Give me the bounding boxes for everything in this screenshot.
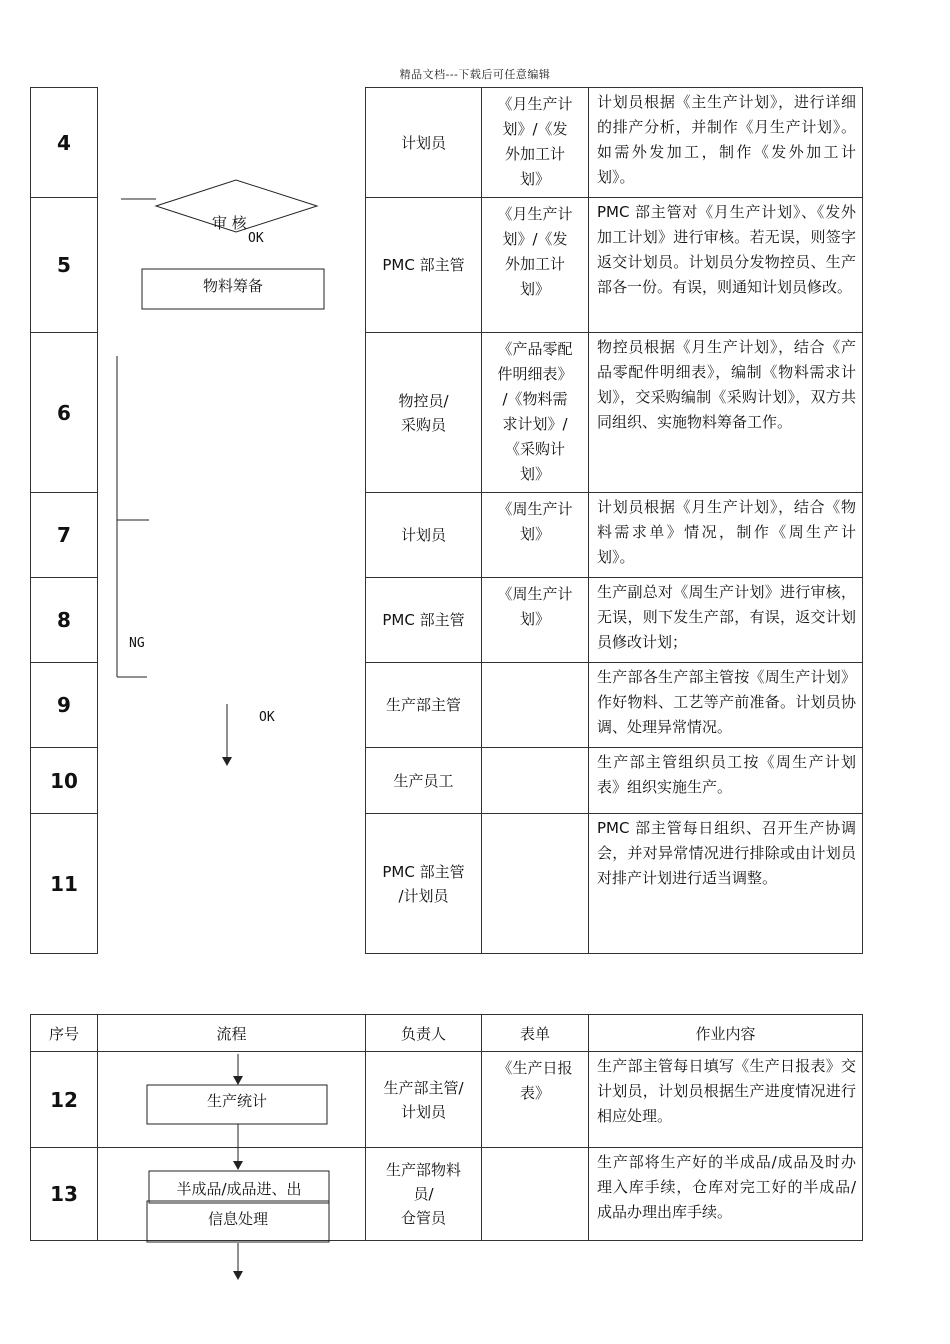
table-row <box>31 88 863 198</box>
row-form-line: 划》 <box>519 280 550 298</box>
row-form-line: 件明细表》 <box>497 365 573 383</box>
row-content: 计划员根据《主生产计划》，进行详细的排产分析，并制作《月生产计划》。如需外发加工，制作《发外加工计划》。 <box>589 88 863 198</box>
row-form <box>482 748 589 814</box>
row-content: 生产部各生产部主管按《周生产计划》作好物料、工艺等产前准备。计划员协调、处理异常情况。 <box>589 663 863 748</box>
row-content: 物控员根据《月生产计划》，结合《产品零配件明细表》，编制《物料需求计划》，交采购编制《采购计划》，双方共同组织、实施物料筹备工作。 <box>589 333 863 493</box>
table-header-row <box>31 1015 863 1052</box>
row-content: 计划员根据《月生产计划》，结合《物料需求单》情况，制作《周生产计划》。 <box>589 493 863 578</box>
row-content: 生产部主管组织员工按《周生产计划表》组织实施生产。 <box>589 748 863 814</box>
row-person: PMC 部主管 <box>366 198 482 333</box>
ok-label: OK <box>248 231 264 246</box>
inout-label-line2: 信息处理 <box>207 1210 268 1228</box>
ok-label: OK <box>259 710 275 725</box>
row-person-line: 生产部物料 <box>385 1161 461 1179</box>
row-person: 生产部主管 <box>366 663 482 748</box>
row-form <box>482 1052 589 1148</box>
row-person-line: PMC 部主管 <box>382 862 465 881</box>
row-form-line: 《生产日报 <box>497 1059 573 1077</box>
flow-column <box>98 88 366 954</box>
row-person: 计划员 <box>366 493 482 578</box>
row-seq: 8 <box>31 578 98 663</box>
row-person-line: 员/ <box>413 1185 434 1203</box>
header-content: 作业内容 <box>589 1015 863 1052</box>
row-person: PMC 部主管 <box>366 578 482 663</box>
row-content: PMC 部主管每日组织、召开生产协调会，并对异常情况进行排除或由计划员对排产计划进行适当调整。 <box>589 814 863 954</box>
row-form-line: 划》 <box>519 525 550 543</box>
row-seq: 7 <box>31 493 98 578</box>
document-header-note: 精品文档---下载后可任意编辑 <box>399 68 551 81</box>
production-stat-label: 生产统计 <box>206 1092 267 1110</box>
row-form-line: 《采购计 <box>504 440 565 458</box>
review-label: 审 核 <box>212 214 247 232</box>
header-person: 负责人 <box>366 1015 482 1052</box>
row-form-line: 《产品零配 <box>497 340 573 358</box>
row-seq: 9 <box>31 663 98 748</box>
row-form <box>482 578 589 663</box>
header-form: 表单 <box>482 1015 589 1052</box>
header-flow: 流程 <box>98 1015 366 1052</box>
row-form <box>482 663 589 748</box>
row-form-line: 划》/《发 <box>502 120 568 138</box>
row-person <box>366 1148 482 1241</box>
ng-label: NG <box>129 636 145 651</box>
table-row <box>31 1148 863 1241</box>
row-seq: 5 <box>31 198 98 333</box>
row-form <box>482 333 589 493</box>
row-form-line: 划》 <box>519 170 550 188</box>
inout-label-line1: 半成品/成品进、出 <box>176 1180 302 1198</box>
row-form-line: 划》 <box>519 610 550 628</box>
row-seq: 11 <box>31 814 98 954</box>
row-form-line: 表》 <box>519 1084 550 1102</box>
row-form-line: /《物料需 <box>502 390 568 408</box>
row-form-line: 外加工计 <box>504 255 565 273</box>
row-person-line: 采购员 <box>400 415 446 434</box>
row-form <box>482 88 589 198</box>
row-person: 生产员工 <box>366 748 482 814</box>
row-person-line: 物控员/ <box>398 391 449 410</box>
row-content: 生产部将生产好的半成品/成品及时办理入库手续，仓库对完工好的半成品/成品办理出库手续。 <box>589 1148 863 1241</box>
process-table-2 <box>30 1014 863 1241</box>
row-form <box>482 493 589 578</box>
row-person: 计划员 <box>366 88 482 198</box>
row-person-line: 计划员 <box>400 1102 446 1121</box>
row-person <box>366 1052 482 1148</box>
row-form-line: 划》 <box>519 465 550 483</box>
row-content: PMC 部主管对《月生产计划》、《发外加工计划》进行审核。若无误，则签字返交计划员。计划员分发物控员、生产部各一份。有误，则通知计划员修改。 <box>589 198 863 333</box>
flow-cell <box>98 1148 366 1241</box>
row-content: 生产部主管每日填写《生产日报表》交计划员，计划员根据生产进度情况进行相应处理。 <box>589 1052 863 1148</box>
row-form-line: 《月生产计 <box>497 95 573 113</box>
row-form-line: 《月生产计 <box>497 205 573 223</box>
flow-cell <box>98 1052 366 1148</box>
row-form <box>482 814 589 954</box>
table-row <box>31 1052 863 1148</box>
row-person <box>366 333 482 493</box>
row-person-line: 仓管员 <box>400 1209 446 1227</box>
row-person-line: /计划员 <box>398 886 449 905</box>
row-form-line: 《周生产计 <box>497 585 573 603</box>
row-seq: 6 <box>31 333 98 493</box>
row-seq: 12 <box>31 1052 98 1148</box>
row-person-line: 生产部主管/ <box>383 1078 464 1097</box>
row-form-line: 划》/《发 <box>502 230 568 248</box>
row-content: 生产副总对《周生产计划》进行审核，无误，则下发生产部，有误，返交计划员修改计划； <box>589 578 863 663</box>
row-form <box>482 198 589 333</box>
material-prep-label: 物料筹备 <box>202 277 263 295</box>
header-seq: 序号 <box>31 1015 98 1052</box>
process-table-1 <box>30 87 863 954</box>
row-form-line: 外加工计 <box>504 145 565 163</box>
row-seq: 4 <box>31 88 98 198</box>
row-seq: 10 <box>31 748 98 814</box>
row-seq: 13 <box>31 1148 98 1241</box>
row-form <box>482 1148 589 1241</box>
row-form-line: 《周生产计 <box>497 500 573 518</box>
row-person <box>366 814 482 954</box>
arrow-head-icon <box>233 1271 243 1280</box>
row-form-line: 求计划》/ <box>502 415 568 433</box>
